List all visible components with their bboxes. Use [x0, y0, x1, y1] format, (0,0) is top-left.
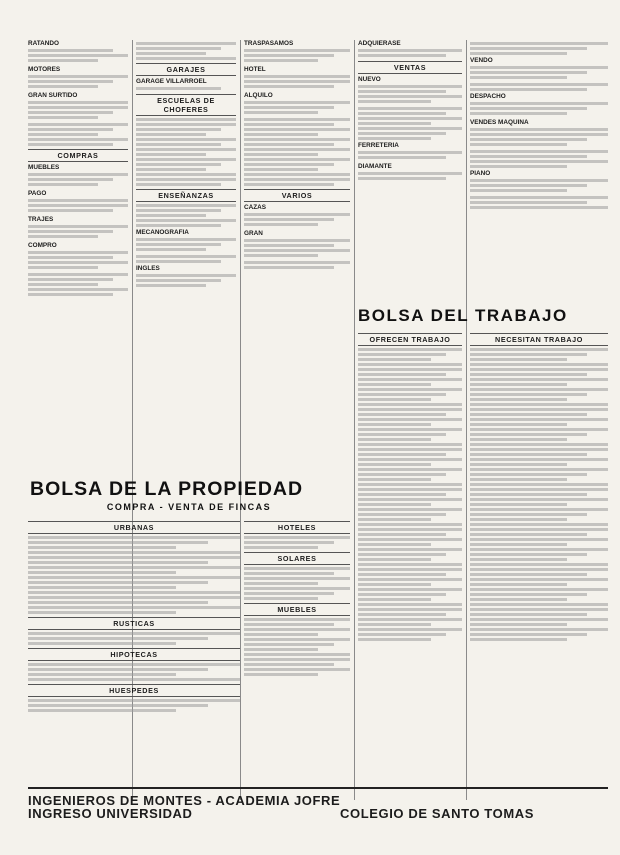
classified-ad	[470, 57, 608, 79]
classified-ad	[28, 40, 128, 62]
section-heading-hipotecas: HIPOTECAS	[28, 648, 240, 661]
classified-ad	[470, 119, 608, 146]
ad-lead: MOTORES	[28, 66, 61, 73]
section-heading-muebles: MUEBLES	[244, 603, 350, 616]
ad-lead: TRAJES	[28, 216, 54, 223]
banner1-title: INGENIEROS DE MONTES - ACADEMIA JOFRE	[28, 793, 341, 808]
section-heading-ventas: VENTAS	[358, 61, 462, 74]
section-heading-garajes: GARAJES	[136, 63, 236, 76]
classified-ad	[244, 66, 350, 88]
classified-ad	[28, 92, 128, 119]
banner2-mid-title: COLEGIO DE SANTO TOMAS	[340, 806, 535, 821]
section-heading-necesitan-trabajo: NECESITAN TRABAJO	[470, 333, 608, 346]
section-heading-compras: COMPRAS	[28, 149, 128, 162]
section-heading-ofrecen-trabajo: OFRECEN TRABAJO	[358, 333, 462, 346]
ad-lead: CAZAS	[244, 204, 267, 211]
bolsa-de-la-propiedad-title: BOLSA DE LA PROPIEDAD	[30, 478, 304, 500]
ad-lead: RATANDO	[28, 40, 60, 47]
classified-ad	[244, 204, 350, 226]
classified-ad	[244, 230, 350, 257]
newspaper-page	[28, 40, 608, 840]
classified-ad	[244, 40, 350, 62]
section-heading-rusticas: RUSTICAS	[28, 617, 240, 630]
banner2-left-title: INGRESO UNIVERSIDAD	[28, 806, 193, 821]
column-2	[136, 40, 236, 291]
classified-ad	[28, 216, 128, 238]
ad-lead: INGLES	[136, 265, 160, 272]
ad-lead: GRAN SURTIDO	[28, 92, 78, 99]
bolsa-del-trabajo-title: BOLSA DEL TRABAJO	[358, 306, 568, 325]
section-heading-hoteles: HOTELES	[244, 521, 350, 534]
trabajo-col-right	[470, 330, 608, 643]
section-heading-escuelas: ESCUELAS DE CHOFERES	[136, 94, 236, 116]
classified-ad	[136, 265, 236, 287]
ad-lead: DESPACHO	[470, 93, 506, 100]
ad-lead: HOTEL	[244, 66, 266, 73]
classified-ad	[358, 142, 462, 159]
classified-ad	[470, 93, 608, 115]
column-4	[358, 40, 462, 184]
ad-lead: VENDES MAQUINA	[470, 119, 529, 126]
ad-lead: ALQUILO	[244, 92, 273, 99]
classified-ad	[28, 242, 128, 269]
propiedad-col-left	[28, 518, 240, 714]
classified-ad	[28, 164, 128, 186]
ad-lead: MECANOGRAFIA	[136, 229, 189, 236]
ad-lead: NUEVO	[358, 76, 381, 83]
column-rule	[466, 40, 467, 800]
propiedad-col-right	[244, 518, 350, 678]
classified-ad	[136, 229, 236, 251]
classified-ad	[136, 78, 236, 90]
ad-lead: COMPRO	[28, 242, 57, 249]
column-5	[470, 40, 608, 211]
ad-lead: VENDO	[470, 57, 493, 64]
ad-lead: ADQUIERASE	[358, 40, 401, 47]
ad-lead: DIAMANTE	[358, 163, 392, 170]
trabajo-col-left	[358, 330, 462, 643]
classified-ad	[244, 92, 350, 114]
column-1	[28, 40, 128, 298]
section-heading-huespedes: HUESPEDES	[28, 684, 240, 697]
ad-lead: GARAGE VILLARROEL	[136, 78, 207, 85]
section-heading-solares: SOLARES	[244, 552, 350, 565]
compra-venta-subtitle: COMPRA - VENTA DE FINCAS	[106, 502, 272, 512]
classified-ad	[358, 163, 462, 180]
ad-lead: TRASPASAMOS	[244, 40, 294, 47]
ad-lead: GRAN	[244, 230, 263, 237]
section-heading-varios: VARIOS	[244, 189, 350, 202]
section-heading-ensenanzas: ENSEÑANZAS	[136, 189, 236, 202]
classified-ad	[358, 76, 462, 103]
section-heading-urbanas: URBANAS	[28, 521, 240, 534]
ad-lead: PAGO	[28, 190, 47, 197]
ad-lead: FERRETERIA	[358, 142, 399, 149]
classified-ad	[470, 170, 608, 192]
classified-ad	[358, 40, 462, 57]
ad-lead: PIANO	[470, 170, 491, 177]
column-3	[244, 40, 350, 271]
classified-ad	[28, 66, 128, 88]
ad-lead: MUEBLES	[28, 164, 60, 171]
column-rule	[240, 40, 241, 800]
classified-ad	[28, 190, 128, 212]
column-rule	[354, 40, 355, 800]
